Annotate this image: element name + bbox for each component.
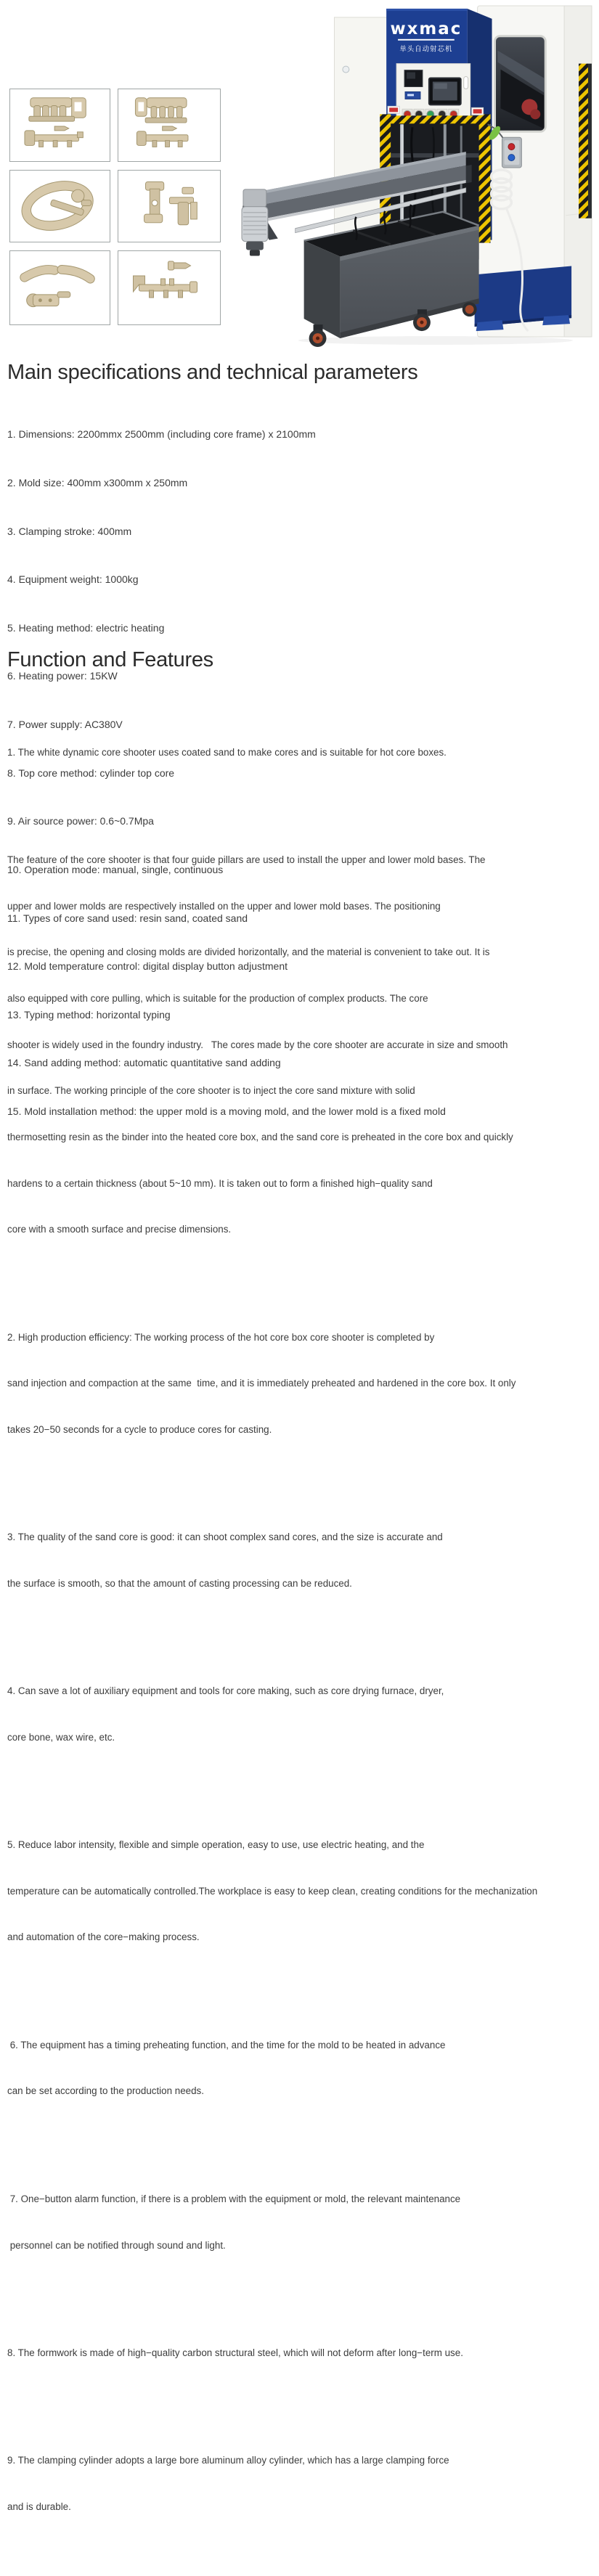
casting-sample-1-illustration [10, 89, 110, 161]
casting-sample-4-illustration [118, 171, 220, 242]
brand-text: wxmac [390, 19, 463, 38]
feature-paragraph: 3. The quality of the sand core is good: it can shoot complex sand cores, and the size is accurate and the surface is smooth, so that the amount of casting processing can be reduced. [7, 1532, 443, 1589]
pendant-blue-button [508, 155, 515, 161]
spec-item: 9. Air source power: 0.6~0.7Mpa [7, 815, 154, 827]
sample-thumb-1 [9, 89, 110, 162]
sample-thumb-3 [9, 170, 110, 242]
machine-illustration [225, 0, 599, 347]
floor-shadow [298, 336, 573, 345]
sample-thumb-2 [118, 89, 221, 162]
feature-paragraph: 6. The equipment has a timing preheating function, and the time for the mold to be heated in advance can be set according to the production needs. [7, 2039, 446, 2097]
feature-paragraph: 9. The clamping cylinder adopts a large bore aluminum alloy cylinder, which has a large clamping force and is durable. [7, 2455, 449, 2512]
spec-item: 2. Mold size: 400mm x300mm x 250mm [7, 477, 188, 489]
feature-paragraph: 2. High production efficiency: The working process of the hot core box core shooter is completed by sand injection and compaction at the same time, and it is immediately preheated and hardened in the core box. It only takes 20−50 seconds for a cycle to produce cores for casting. [7, 1331, 516, 1435]
sample-thumb-5 [9, 250, 110, 325]
feature-paragraph: The feature of the core shooter is that four guide pillars are used to install the upper and lower mold bases. The upper and lower molds are respectively installed on the upper and lower mold bases. The positioning is precise, the opening and closing molds are divided horizontally, and the material is convenient to take out. It is also equipped with core pulling, which is suitable for the production of complex products. The core shooter is widely used in the foundry industry. The cores made by the core shooter are accurate in size and smooth in surface. The working principle of the core shooter is to inject the core sand mixture with solid thermosetting resin as the binder into the heated core box, and the sand core is preheated in the core box and quickly hardens to a certain thickness (about 5~10 mm). It is taken out to form a finished high−quality sand core with a smooth surface and precise dimensions. [7, 854, 513, 1235]
conveyor-motor [242, 189, 268, 256]
sample-thumb-6 [118, 250, 221, 325]
spec-item: 15. Mold installation method: the upper mold is a moving mold, and the lower mold is a fixed mold [7, 1105, 446, 1117]
feature-list [7, 683, 537, 2576]
sample-gallery [9, 89, 221, 325]
spec-item: 1. Dimensions: 2200mmx 2500mm (including core frame) x 2100mm [7, 428, 316, 441]
casting-sample-6-illustration [118, 251, 220, 324]
spec-item: 14. Sand adding method: automatic quantitative sand adding [7, 1057, 281, 1069]
sand-bin-cart [304, 212, 479, 338]
spec-item: 4. Equipment weight: 1000kg [7, 573, 139, 586]
casting-sample-3-illustration [10, 171, 110, 242]
spec-item: 11. Types of core sand used: resin sand, coated sand [7, 912, 248, 924]
spec-item: 5. Heating method: electric heating [7, 621, 165, 634]
machine-photo [225, 0, 599, 347]
spec-item: 12. Mold temperature control: digital display button adjustment [7, 960, 288, 973]
control-panel [396, 64, 470, 123]
brand-logo [391, 20, 463, 54]
spec-item: 13. Typing method: horizontal typing [7, 1008, 171, 1021]
feature-paragraph: 5. Reduce labor intensity, flexible and simple operation, easy to use, use electric heating, and the temperature can be automatically controlled.The workplace is easy to keep clean, creating conditions for the mechanization and automation of the core−making process. [7, 1839, 538, 1943]
spec-item: 8. Top core method: cylinder top core [7, 766, 175, 779]
pendant-red-button [508, 144, 515, 150]
feature-paragraph: 4. Can save a lot of auxiliary equipment and tools for core making, such as core drying furnace, dryer, core bone, wax wire, etc. [7, 1685, 444, 1743]
brand-subtitle-text: 单头自动射芯机 [399, 45, 453, 54]
specs-title: Main specifications and technical parameters [7, 361, 418, 384]
spec-item: 7. Power supply: AC380V [7, 719, 123, 731]
feature-paragraph: 8. The formwork is made of high−quality carbon structural steel, which will not deform after long−term use. [7, 2347, 463, 2358]
toggle-switch [464, 77, 468, 89]
feature-paragraph: 7. One−button alarm function, if there is a problem with the equipment or mold, the relevant maintenance personnel can be notified through sound and light. [7, 2193, 461, 2251]
hazard-stripe-far-right [579, 64, 588, 218]
spec-item: 6. Heating power: 15KW [7, 670, 118, 682]
feature-paragraph: 1. The white dynamic core shooter uses coated sand to make cores and is suitable for hot core boxes. [7, 746, 447, 758]
casting-sample-5-illustration [10, 251, 110, 324]
casting-sample-2-illustration [118, 89, 220, 161]
spec-item: 10. Operation mode: manual, single, continuous [7, 863, 224, 875]
spec-item: 3. Clamping stroke: 400mm [7, 525, 132, 537]
inspection-window [495, 36, 546, 131]
features-title: Function and Features [7, 648, 213, 671]
sample-thumb-4 [118, 170, 221, 242]
